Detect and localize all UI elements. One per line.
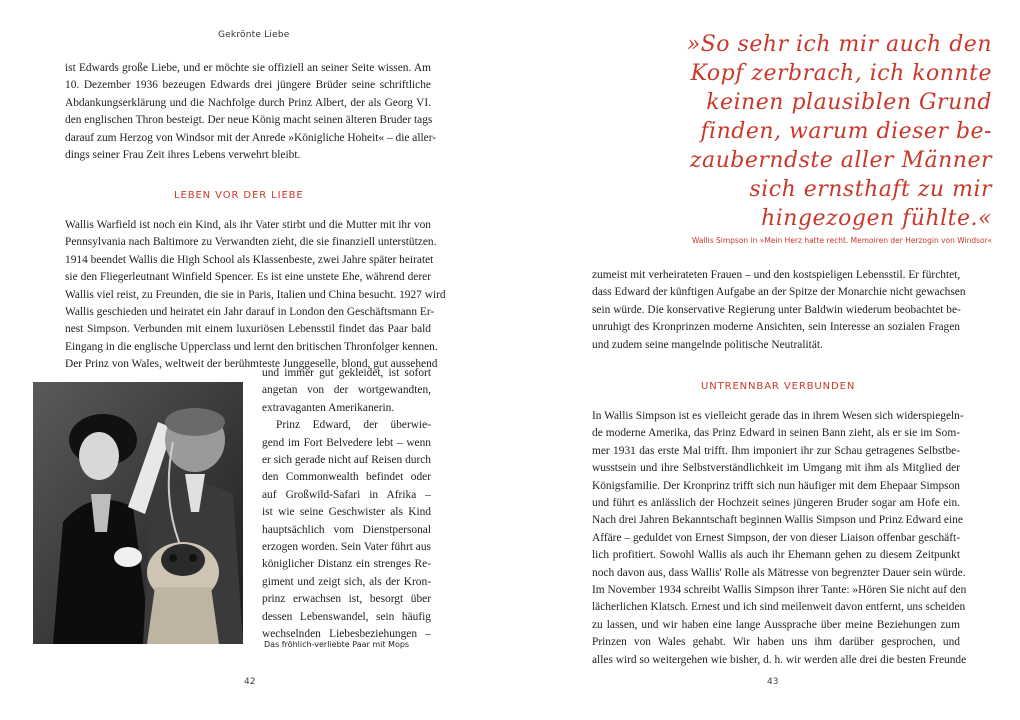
- text-line: dass Edward der künftigen Aufgabe an der Spitze der Monarchie nicht gewachsen: [592, 286, 966, 299]
- page-number: 42: [244, 677, 256, 687]
- text-line: nest Simpson. Verbunden mit einem luxuriösen Lebensstil findet das Paar bald: [65, 323, 431, 336]
- text-line: sie den Fliegerleutnant Winfield Spencer. Es ist eine unstete Ehe, während derer: [65, 271, 431, 284]
- section-heading: LEBEN VOR DER LIEBE: [174, 190, 304, 201]
- quote-line: »So sehr ich mir auch den: [686, 32, 992, 57]
- quote-line: zauberndste aller Männer: [689, 148, 992, 173]
- text-line: 1914 beendet Wallis die High School als Klassenbeste, zwei Jahre später heiratet: [65, 253, 434, 266]
- text-line: prinz erwachsen ist, besorgt über: [262, 593, 431, 606]
- text-line: lich profitiert. Sowohl Wallis als auch ihr Ehemann gehen zu diesem Zeitpunkt: [592, 549, 960, 562]
- text-line: Wallis viel reist, zu Freunden, die sie in Paris, Italien und China besucht. 1927 wird: [65, 288, 446, 301]
- text-line: den englischen Thron besteigt. Der neue König macht seinen älteren Bruder tags: [65, 114, 433, 127]
- text-line: dings seiner Frau Zeit ihres Lebens verwehrt bleibt.: [65, 149, 301, 162]
- quote-line: finden, warum dieser be-: [700, 119, 992, 144]
- text-line: ist wie seine Geschwister als Kind: [262, 506, 431, 519]
- section-heading: UNTRENNBAR VERBUNDEN: [701, 381, 856, 392]
- quote-line: hingezogen fühlte.«: [761, 206, 992, 231]
- text-line: extravaganten Amerikanerin.: [262, 401, 395, 414]
- text-line: Eingang in die englische Upperclass und lernt den britischen Thronfolger kennen.: [65, 340, 438, 353]
- text-line: gend im Fort Belvedere lebt – wenn: [262, 436, 431, 449]
- text-line: angetan von der wortgewandten,: [262, 384, 431, 397]
- text-line: Nach drei Jahren Bekanntschaft beginnen Wallis Simpson und Prinz Edward eine: [592, 514, 963, 527]
- text-line: darauf zum Herzog von Windsor mit der Anrede »Königliche Hoheit« – die aller-: [65, 131, 437, 144]
- text-line: noch davon aus, dass Wallis' Rolle als Mätresse von begrenzter Dauer sein würde.: [592, 566, 966, 579]
- body-paragraph: [65, 217, 446, 374]
- intro-paragraph: [65, 60, 437, 164]
- continued-paragraph: [592, 267, 966, 354]
- text-line: de moderne Amerika, das Prinz Edward in seinen Bann zieht, als er sie im Som-: [592, 427, 960, 440]
- text-line: In Wallis Simpson ist es vielleicht gerade das in ihrem Wesen sich widerspiegeln-: [592, 410, 964, 422]
- quote-line: sich ernsthaft zu mir: [749, 177, 992, 202]
- text-line: Wallis Warfield ist noch ein Kind, als ihr Vater stirbt und die Mutter mit ihr von: [65, 219, 431, 231]
- quote-attribution: Wallis Simpson in »Mein Herz hatte recht. Memoiren der Herzogin von Windsor«: [691, 236, 992, 245]
- text-line: lächerlichen Klatsch. Ernest und ich sind meilenweit davon entfernt, uns scheiden: [592, 601, 966, 614]
- text-line: Abdankungserklärung und die Nachfolge durch Prinz Albert, der als Georg VI.: [65, 96, 431, 109]
- quote-line: keinen plausiblen Grund: [706, 90, 992, 115]
- photo-illustration: [33, 382, 243, 644]
- text-line: den Commonwealth befindet oder: [262, 471, 431, 484]
- text-line: zumeist mit verheirateten Frauen – und den kostspieligen Lebensstil. Er fürchtet,: [592, 269, 961, 281]
- text-line: Im November 1934 schreibt Wallis Simpson ihrer Tante: »Hören Sie nicht auf den: [592, 584, 967, 597]
- body-paragraph: [592, 408, 967, 669]
- text-line: Pennsylvania nach Baltimore zu Verwandten zieht, die sie finanziell unterstützen.: [65, 236, 437, 249]
- text-line: und zudem seine mangelnde politische Neutralität.: [592, 338, 823, 351]
- narrow-column: [262, 365, 431, 644]
- text-line: Wallis geschieden und heiratet ein Jahr darauf in London den Geschäftsmann Er-: [65, 306, 435, 319]
- quote-line: Kopf zerbrach, ich konnte: [690, 61, 992, 86]
- text-line: giment und zeigt sich, als der Kron-: [262, 575, 431, 588]
- right-page: [510, 0, 1020, 720]
- text-line: Prinz Edward, der überwie-: [276, 419, 431, 432]
- text-line: 10. Dezember 1936 bezeugen Edwards drei jüngere Brüder seine schriftliche: [65, 79, 431, 92]
- pull-quote: [672, 30, 992, 233]
- text-line: wusstsein und ihre Selbstverständlichkeit im Umgang mit ihm als Mitglied der: [592, 462, 960, 475]
- page-number: 43: [767, 677, 779, 687]
- text-line: sein würde. Die konservative Regierung unter Baldwin wiederum beobachtet be-: [592, 303, 961, 316]
- text-line: Der Prinz von Wales, weltweit der berühmteste Junggeselle, blond, gut aussehend: [65, 358, 438, 371]
- text-line: zu lassen, und wir haben eine lange Aussprache über meine Beziehungen zum: [592, 618, 960, 631]
- text-line: Affäre – geduldet von Ernest Simpson, der von dieser Liaison offenbar geschäft-: [592, 531, 960, 544]
- text-line: alles wird so weitergehen wie bisher, d. h. wir werden alle drei die besten Freunde: [592, 653, 967, 666]
- text-line: ist Edwards große Liebe, und er möchte sie offiziell an seiner Seite wissen. Am: [65, 62, 431, 74]
- text-line: auf Großwild-Safari in Afrika –: [262, 488, 431, 501]
- text-line: erzogen worden. Sein Vater führt aus: [262, 541, 431, 554]
- text-line: mer 1931 das erste Mal trifft. Ihm imponiert ihr zur Schau getragenes Selbstbe-: [592, 444, 960, 457]
- text-line: wechselnden Liebesbeziehungen –: [262, 628, 431, 641]
- text-line: hauptsächlich vom Dienstpersonal: [262, 523, 431, 536]
- couple-with-pug-photo: [33, 382, 243, 644]
- text-line: Prinzen von Wales gehabt. Wir haben uns ihm darüber gesprochen, und: [592, 636, 960, 649]
- text-line: und führt es anlässlich der Hochzeit seines jüngeren Bruder sogar am Hofe ein.: [592, 497, 960, 510]
- text-line: unruhigt des Kronprinzen moderne Ansichten, sein Interesse an sozialen Fragen: [592, 321, 960, 334]
- photo-caption: Das fröhlich-verliebte Paar mit Mops: [264, 640, 410, 649]
- text-line: Königsfamilie. Der Kronprinz trifft sich nun häufiger mit dem Ehepaar Simpson: [592, 479, 960, 492]
- text-line: königlicher Distanz ein strenges Re-: [262, 558, 431, 571]
- text-line: dessen Lebenswandel, sein häufig: [262, 610, 431, 623]
- text-line: er sich gerade nicht auf Reisen durch: [262, 454, 431, 467]
- running-head: Gekrönte Liebe: [218, 30, 290, 40]
- text-line: und immer gut gekleidet, ist sofort: [262, 367, 431, 379]
